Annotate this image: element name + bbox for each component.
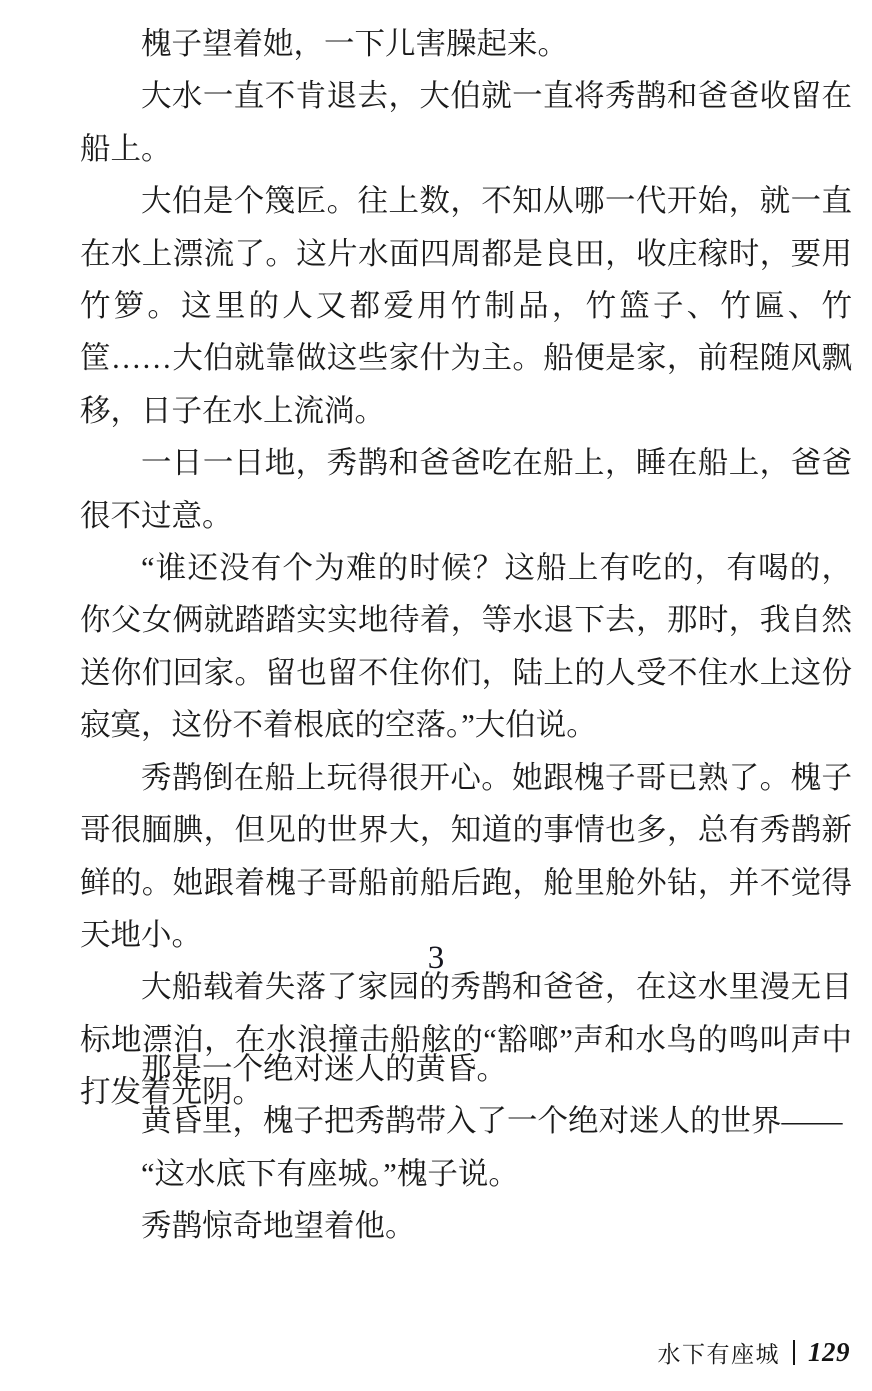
paragraph: 秀鹊惊奇地望着他。 <box>141 1209 416 1244</box>
paragraph: “这水底下有座城。”槐子说。 <box>141 1156 519 1191</box>
footer-chapter-title: 水下有座城 <box>657 1342 780 1367</box>
footer-separator-rule <box>793 1340 795 1365</box>
paragraph: 槐子望着她，一下儿害臊起来。 <box>141 27 568 61</box>
section-number: 3 <box>427 940 445 976</box>
paragraph: 一日一日地，秀鹊和爸爸吃在船上，睡在船上，爸爸很不过意。 <box>80 446 852 533</box>
paragraph: 大船载着失落了家园的秀鹊和爸爸，在这水里漫无目标地漂泊，在水浪撞击船舷的“豁啷”声和水鸟的鸣叫声中打发着光阴。 <box>80 970 852 1110</box>
page-footer <box>658 1336 851 1369</box>
paragraph: 秀鹊倒在船上玩得很开心。她跟槐子哥已熟了。槐子哥很腼腆，但见的世界大，知道的事情也多，总有秀鹊新鲜的。她跟着槐子哥船前船后跑，舱里舱外钻，并不觉得天地小。 <box>80 760 852 952</box>
paragraph: 那是一个绝对迷人的黄昏。 <box>141 1052 507 1086</box>
paragraph: 大水一直不肯退去，大伯就一直将秀鹊和爸爸收留在船上。 <box>80 79 852 166</box>
paragraph: “谁还没有个为难的时候？这船上有吃的，有喝的，你父女俩就踏踏实实地待着，等水退下去，那时，我自然送你们回家。留也留不住你们，陆上的人受不住水上这份寂寞，这份不着根底的空落。”大伯说。 <box>80 551 852 743</box>
footer-page-number: 129 <box>808 1337 850 1367</box>
paragraph: 大伯是个篾匠。往上数，不知从哪一代开始，就一直在水上漂流了。这片水面四周都是良田，收庄稼时，要用竹箩。这里的人又都爱用竹制品，竹篮子、竹匾、竹筐……大伯就靠做这些家什为主。船便是家，前程随风飘移，日子在水上流淌。 <box>80 184 852 428</box>
lower-text-column <box>80 1043 852 1253</box>
paragraph: 黄昏里，槐子把秀鹊带入了一个绝对迷人的世界—— <box>141 1104 843 1139</box>
